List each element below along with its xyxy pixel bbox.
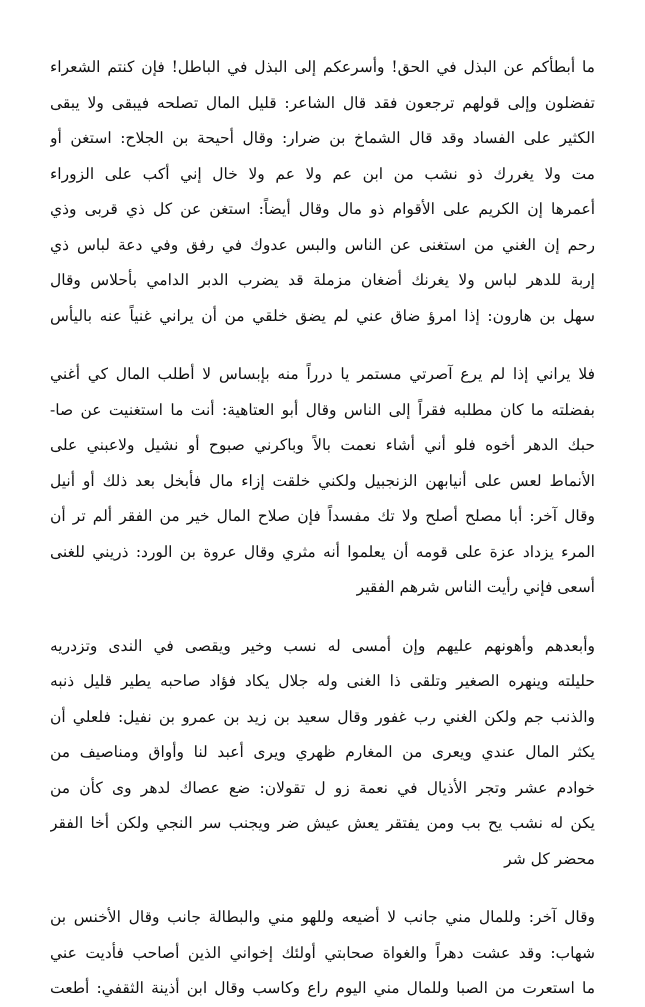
text-line: المرء يزداد عزة على قومه أن يعلموا أنه مثري وقال عروة بن الورد: ذريني للغنى [50,542,595,561]
text-line: والذنب جم ولكن الغني رب غفور وقال سعيد بن زيد بن عمرو بن نفيل: فلعلي أن [50,707,595,726]
paragraph-2 [50,357,595,606]
paragraph-1 [50,50,595,334]
text-line: فلا يراني إذا لم يرع آصرتي مستمر يا درراً منه بإبساس لا أطلب المال كي أغني [50,365,595,383]
paragraph-3 [50,629,595,878]
text-line: إربة للدهر لباس ولا يغرنك أضغان مزملة قد يضرب الدبر الدامي بأحلاس وقال [50,271,595,289]
text-line: حبك الدهر أخوه فلو أني أشاء نعمت بالاً وباكرني صبوح أو نشيل ولاعبني على [50,436,595,454]
paragraph-4 [50,900,595,1007]
text-line: ما استعرت من الصبا وللمال مني اليوم راع وكاسب وقال ابن أذينة الثقفي: أطعت [50,979,595,997]
text-line: وقال آخر: وللمال مني جانب لا أضيعه وللهو مني والبطالة جانب وقال الأخنس بن [50,908,595,926]
text-line: محضر كل شر [504,849,595,868]
text-line: رحم إن الغني من استغنى عن الناس والبس عدوك في رفق وفي دعة لباس ذي [50,235,595,254]
text-line: أعمرها إن الكريم على الأقوام ذو مال وقال أيضاً: استغن عن كل ذي قربى وذي [50,200,595,218]
text-line: سهل بن هارون: إذا امرؤ ضاق عني لم يضق خلقي من أن يراني غنياً عنه باليأس [50,306,595,325]
text-line: حليلته وينهره الصغير وتلقى ذا الغنى وله جلال يكاد فؤاد صاحبه يطير قليل ذنبه [50,672,595,690]
text-line: خوادم عشر وتجر الأذيال في نعمة زو ل تقولان: ضع عصاك لدهر وى كأن من [50,778,595,797]
text-line: يكن له نشب يح بب ومن يفتقر يعش عيش ضر ويجنب سر النجي ولكن أخا الفقر [50,814,595,832]
text-line: تفضلون وإلى قولهم ترجعون فقد قال الشاعر: قليل المال تصلحه فيبقى ولا يبقى [50,93,595,112]
text-line: أسعى فإني رأيت الناس شرهم الفقير [356,578,595,596]
text-line: وأبعدهم وأهونهم عليهم وإن أمسى له نسب وخير ويقصى في الندى وتزدريه [50,636,595,655]
text-line: يكثر المال عندي ويعرى من المغارم ظهري ويرى أعبد لنا وأواق ومناصيف من [50,743,595,761]
text-line: شهاب: وقد عشت دهراً والغواة صحابتي أولئك إخواني الذين أصاحب فأديت عني [50,943,595,962]
text-line: مت ولا يغررك ذو نشب من ابن عم ولا عم ولا خال إني أكب على الزوراء [50,164,595,183]
text-line: الأنماط لعس على أنيابهن الزنجبيل ولكني خلقت إزاء مال فأبخل بعد ذلك أو أنيل [50,471,595,490]
text-line: وقال آخر: أبا مصلح أصلح ولا تك مفسداً فإن صلاح المال خير من الفقر ألم تر أن [50,507,595,525]
text-line: بفضلته ما كان مطلبه فقراً إلى الناس وقال أبو العتاهية: أنت ما استغنيت عن صا- [50,400,595,419]
text-line: ما أبطأكم عن البذل في الحق! وأسرعكم إلى البذل في الباطل! فإن كنتم الشعراء [50,58,595,76]
text-line: الكثير على الفساد وقد قال الشماخ بن ضرار: وقال أحيحة بن الجلاح: استغن أو [50,129,595,147]
